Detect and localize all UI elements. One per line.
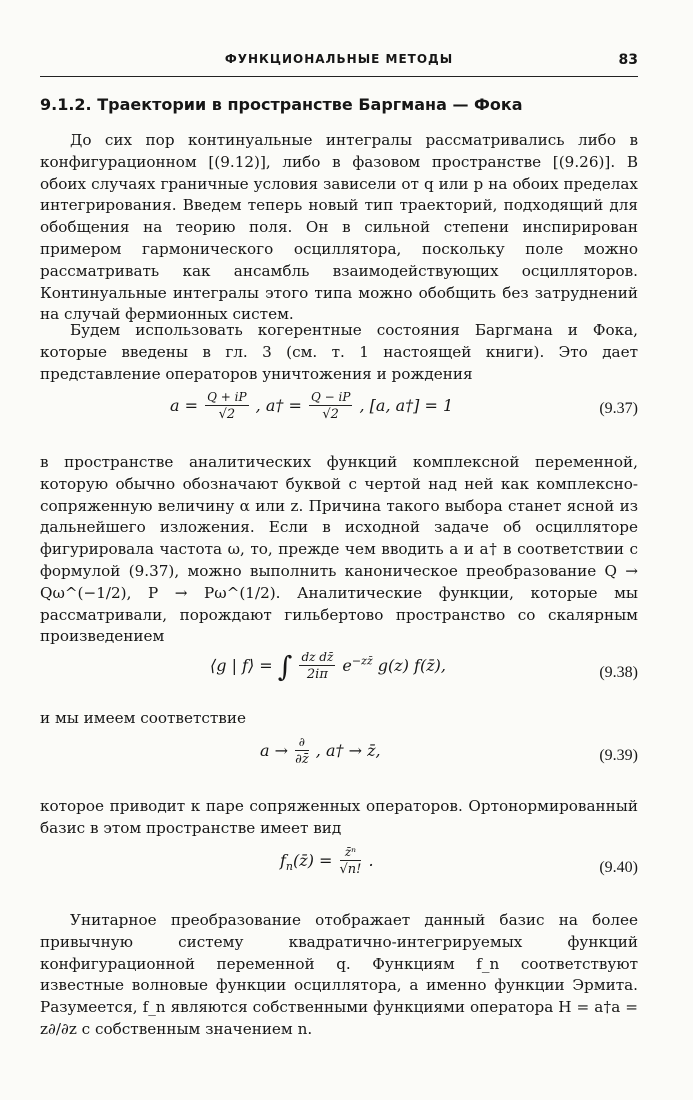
eq937-commutator: , [a, a†] = 1 [359, 396, 454, 415]
eq939-denominator: ∂z̄ [295, 752, 309, 767]
eq937-a-lhs: a = [170, 396, 199, 415]
eq939-rest: , a† → z̄, [315, 741, 381, 760]
paragraph-analytic-functions: в пространстве аналитических функций комплексной переменной, которую обычно обозначают буквой с чертой над ней как комплексно-сопряженную величину α или z. Причина такого выбора станет ясной из дальнейшего изложения. Если в исходной задаче об осцилляторе фигурировала частота ω, то, прежде чем вводить a и a† в соответствии с формулой (9.37), можно выполнить каноническое преобразование Q → Qω^(−1/2), P → Pω^(1/2). Аналитические функции, которые мы рассматривали, порождают гильбертово пространство со скалярным произведением [40, 453, 638, 646]
equation-9-38 [40, 650, 638, 700]
equation-number-9-39: (9.39) [599, 747, 638, 764]
paragraph-basis: которое приводит к паре сопряженных операторов. Ортонормированный базис в этом пространстве имеет вид [40, 797, 638, 837]
section-heading: 9.1.2. Траектории в пространстве Баргмана — Фока [40, 95, 523, 114]
eq940-argument: (z̄) = [293, 851, 333, 870]
paragraph-unitary-transform: Унитарное преобразование отображает данный базис на более привычную систему квадратично-интегрируемых функций конфигурационной переменной q. Функциям f_n соответствуют известные волновые функции осциллятора, а именно функции Эрмита. Разумеется, f_n являются собственными функциями оператора H = a†a = z∂/∂z с собственным значением n. [40, 911, 638, 1038]
eq938-integral-sign: ∫ [277, 650, 293, 683]
equation-number-9-40: (9.40) [599, 859, 638, 876]
equation-9-39 [40, 735, 638, 785]
eq937-adag-numerator: Q − iP [310, 390, 351, 404]
eq940-numerator: z̄ⁿ [340, 845, 362, 861]
eq937-a-numerator: Q + iP [207, 390, 247, 404]
running-title: ФУНКЦИОНАЛЬНЫЕ МЕТОДЫ [224, 52, 454, 66]
eq937-a-denominator: √2 [218, 407, 236, 422]
eq939-a: a → [260, 741, 289, 760]
equation-number-9-38: (9.38) [599, 664, 638, 681]
eq940-fraction [340, 845, 362, 878]
eq940-lhs: f [280, 851, 286, 870]
eq940-period: . [368, 851, 374, 870]
page-header [40, 50, 638, 77]
eq937-a-fraction [205, 390, 248, 423]
equation-9-40 [40, 845, 638, 895]
eq938-measure-fraction [299, 650, 335, 683]
eq938-lhs: ⟨g | f⟩ = [210, 656, 273, 675]
eq940-denominator: √n! [339, 862, 362, 877]
page-number: 83 [618, 52, 638, 68]
eq940-subscript: n [285, 860, 294, 874]
eq938-exponent: −zz̄ [351, 654, 373, 668]
eq939-derivative-fraction [295, 735, 309, 768]
eq937-adag-denominator: √2 [322, 407, 339, 422]
equation-number-9-37: (9.37) [599, 400, 638, 417]
eq938-denominator: 2iπ [306, 667, 328, 682]
paragraph-correspondence: и мы имеем соответствие [40, 709, 246, 727]
equation-9-37 [40, 388, 638, 438]
eq939-numerator: ∂ [295, 735, 309, 751]
eq937-adag-lhs: , a† = [255, 396, 302, 415]
paragraph-intro: До сих пор континуальные интегралы рассматривались либо в конфигурационном [(9.12)], либо в фазовом пространстве [(9.26)]. В обоих случаях граничные условия зависели от q или p на обоих пределах интегрирования. Введем теперь новый тип траекторий, подходящий для обобщения на теорию поля. Он в сильной степени инспирирован примером гармонического осциллятора, поскольку поле можно рассматривать как ансамбль взаимодействующих осцилляторов. Континуальные интегралы этого типа можно обобщить без затруднений на случай фермионных систем. [40, 131, 638, 324]
paragraph-coherent-states: Будем использовать когерентные состояния Баргмана и Фока, которые введены в гл. 3 (см. т. 1 настоящей книги). Это дает представление операторов уничтожения и рождения [40, 321, 638, 383]
eq938-exponential-base: e [342, 656, 352, 675]
eq937-adag-fraction [309, 390, 352, 423]
eq938-numerator: dz dz̄ [301, 650, 334, 664]
eq938-tail: g(z) f(z̄), [377, 656, 446, 675]
